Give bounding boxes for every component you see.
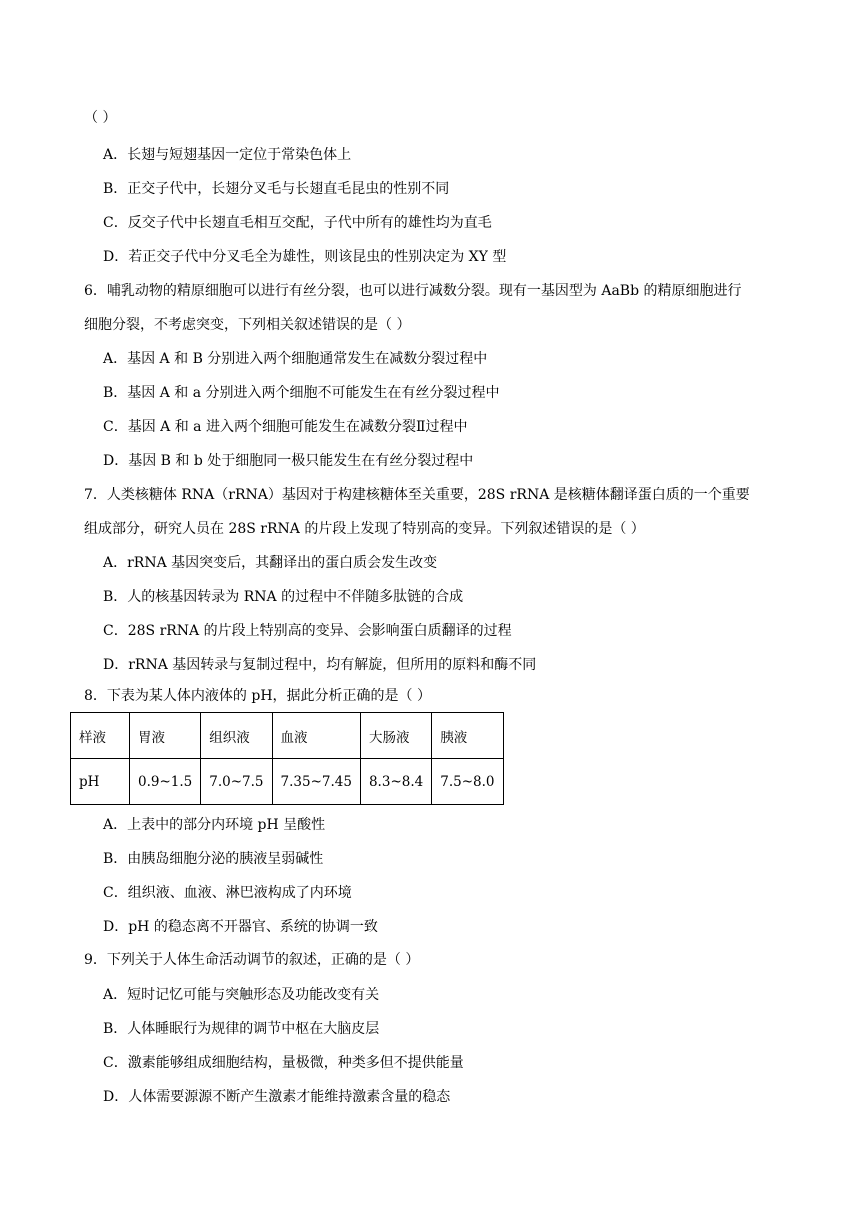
question-line: 7．人类核糖体 RNA（rRNA）基因对于构建核糖体至关重要，28S rRNA 是核糖体翻译蛋白质的一个重要 [84,487,750,503]
table-cell: 样液 [71,713,130,759]
option-line: C．28S rRNA 的片段上特别高的变异、会影响蛋白质翻译的过程 [103,623,512,639]
table-cell: 组织液 [201,713,272,759]
table-cell: 7.5~8.0 [432,759,503,805]
option-line: D．若正交子代中分叉毛全为雄性，则该昆虫的性别决定为 XY 型 [103,249,507,265]
option-line: B．人的核基因转录为 RNA 的过程中不伴随多肽链的合成 [103,589,464,605]
table-cell: pH [71,759,130,805]
question-line: 9．下列关于人体生命活动调节的叙述，正确的是（ ） [84,952,420,968]
option-line: A．rRNA 基因突变后，其翻译出的蛋白质会发生改变 [103,555,438,571]
option-line: A．基因 A 和 B 分别进入两个细胞通常发生在减数分裂过程中 [103,351,488,367]
option-line: D．rRNA 基因转录与复制过程中，均有解旋，但所用的原料和酶不同 [103,657,537,673]
option-line: C．基因 A 和 a 进入两个细胞可能发生在减数分裂Ⅱ过程中 [103,419,468,435]
option-line: A．上表中的部分内环境 pH 呈酸性 [103,817,326,833]
table-cell: 0.9~1.5 [130,759,201,805]
option-line: C．激素能够组成细胞结构，量极微，种类多但不提供能量 [103,1055,464,1071]
table-row [71,713,504,759]
question-line: 组成部分，研究人员在 28S rRNA 的片段上发现了特别高的变异。下列叙述错误的是（ ） [84,521,645,537]
option-line: B．人体睡眠行为规律的调节中枢在大脑皮层 [103,1021,380,1037]
option-line: A．短时记忆可能与突触形态及功能改变有关 [103,987,380,1003]
table-cell: 7.0~7.5 [201,759,272,805]
table-cell: 8.3~8.4 [360,759,431,805]
table-cell: 胰液 [432,713,503,759]
option-line: D．基因 B 和 b 处于细胞同一极只能发生在有丝分裂过程中 [103,453,474,469]
table-cell: 血液 [272,713,360,759]
ph-table [70,712,504,805]
option-line: D．人体需要源源不断产生激素才能维持激素含量的稳态 [103,1089,451,1105]
option-line: B．基因 A 和 a 分别进入两个细胞不可能发生在有丝分裂过程中 [103,385,500,401]
option-line: C．反交子代中长翅直毛相互交配，子代中所有的雄性均为直毛 [103,215,492,231]
question-line: 细胞分裂，不考虑突变，下列相关叙述错误的是（ ） [84,317,411,333]
option-line: D．pH 的稳态离不开器官、系统的协调一致 [103,919,378,935]
option-line: B．正交子代中，长翅分叉毛与长翅直毛昆虫的性别不同 [103,181,450,197]
table-cell: 7.35~7.45 [272,759,360,805]
option-line: C．组织液、血液、淋巴液构成了内环境 [103,885,352,901]
option-line: A．长翅与短翅基因一定位于常染色体上 [103,147,352,163]
table-cell: 大肠液 [360,713,431,759]
question-line: （ ） [84,110,117,126]
question-line: 8．下表为某人体内液体的 pH，据此分析正确的是（ ） [84,688,431,704]
question-line: 6．哺乳动物的精原细胞可以进行有丝分裂，也可以进行减数分裂。现有一基因型为 AaBb 的精原细胞进行 [84,283,742,299]
table-row [71,759,504,805]
table-cell: 胃液 [130,713,201,759]
option-line: B．由胰岛细胞分泌的胰液呈弱碱性 [103,851,324,867]
